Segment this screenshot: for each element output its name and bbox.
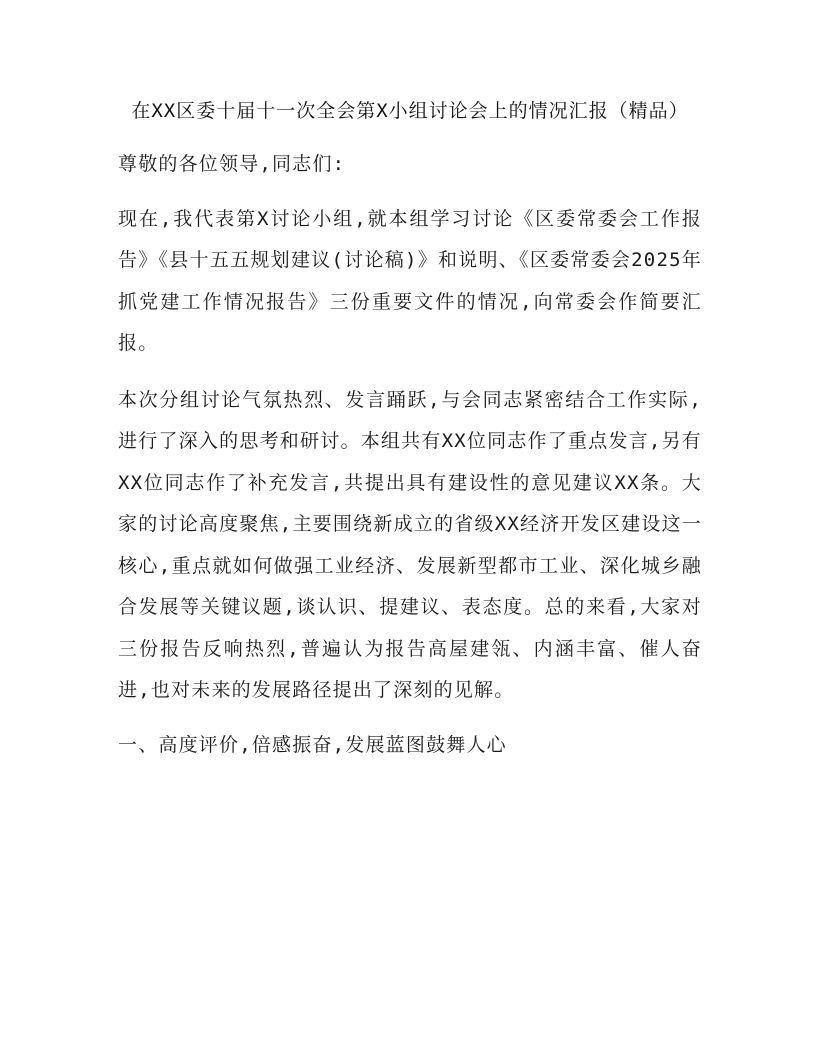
paragraph-discussion-summary: 本次分组讨论气氛热烈、发言踊跃,与会同志紧密结合工作实际,进行了深入的思考和研讨。本组共有XX位同志作了重点发言,另有XX位同志作了补充发言,共提出具有建设性的意见建议XX条。大家的讨论高度聚焦,主要围绕新成立的省级XX经济开发区建设这一核心,重点就如何做强工业经济、发展新型都市工业、深化城乡融合发展等关键议题,谈认识、提建议、表态度。总的来看,大家对三份报告反响热烈,普遍认为报告高屋建瓴、内涵丰富、催人奋进,也对未来的发展路径提出了深刻的见解。 <box>118 388 702 701</box>
document-title: 在XX区委十届十一次全会第X小组讨论会上的情况汇报（精品） <box>131 100 689 122</box>
salutation: 尊敬的各位领导,同志们: <box>118 153 346 175</box>
paragraph-intro: 现在,我代表第X讨论小组,就本组学习讨论《区委常委会工作报告》《县十五五规划建议(讨论稿)》和说明、《区委常委会2025年抓党建工作情况报告》三份重要文件的情况,向常委会作简要汇报。 <box>118 207 702 354</box>
section-heading: 一、高度评价,倍感振奋,发展蓝图鼓舞人心 <box>118 733 507 756</box>
document-page <box>118 90 702 766</box>
